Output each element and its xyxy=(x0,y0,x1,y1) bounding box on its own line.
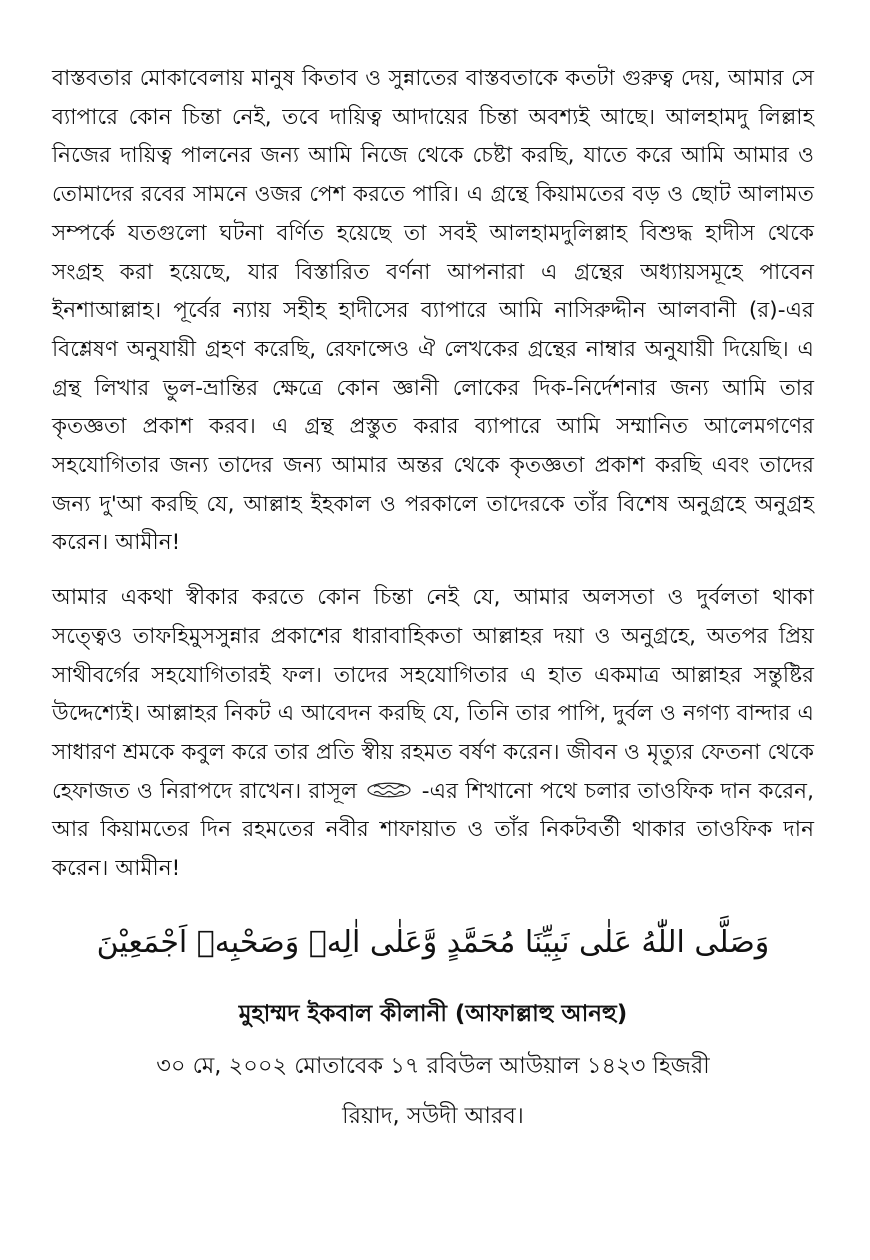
arabic-salutation: وَصَلَّى اللّٰهُ عَلٰى نَبِيِّنَا مُحَمَّدٍ وَّعَلٰى اٰلِهٖ وَصَحْبِهٖ اَجْمَعِيْنَ xyxy=(96,924,770,960)
paragraph-2-text-after-seal: -এর শিখানো পথে চলার তাওফিক দান করেন, আর কিয়ামতের দিন রহমতের নবীর শাফায়াত ও তাঁর নিকটবর্তী থাকার তাওফিক দান করেন। আমীন! xyxy=(52,778,815,882)
sallallahu-alaihi-wasallam-seal-icon xyxy=(365,778,413,802)
paragraph-2-text-before-seal: আমার একথা স্বীকার করতে কোন চিন্তা নেই যে, আমার অলসতা ও দুর্বলতা থাকা সত্ত্বেও তাফহিমুসসুন্নার প্রকাশের ধারাবাহিকতা আল্লাহর দয়া ও অনুগ্রহে, অতপর প্রিয় সাথীবর্গের সহযোগিতারই ফল। তাদের সহযোগিতার এ হাত একমাত্র আল্লাহর সন্তুষ্টির উদ্দেশ্যেই। আল্লাহর নিকট এ আবেদন করছি যে, তিনি তার পাপি, দুর্বল ও নগণ্য বান্দার এ সাধারণ শ্রমকে কবুল করে তার প্রতি স্বীয় রহমত বর্ষণ করেন। জীবন ও মৃত্যুর ফেতনা থেকে হেফাজত ও নিরাপদে রাখেন। রাসূল xyxy=(52,585,814,804)
paragraph-preface-1 xyxy=(52,60,814,563)
place-line: রিয়াদ, সউদী আরব। xyxy=(342,1102,524,1129)
paragraph-preface-2 xyxy=(52,579,814,889)
date-line: ৩০ মে, ২০০২ মোতাবেক ১৭ রবিউল আউয়াল ১৪২৩ হিজরী xyxy=(156,1052,710,1079)
author-signature: মুহাম্মদ ইকবাল কীলানী (আফাল্লাহু আনহু) xyxy=(238,1000,628,1027)
paragraph-1-text: বাস্তবতার মোকাবেলায় মানুষ কিতাব ও সুন্নাতের বাস্তবতাকে কতটা গুরুত্ব দেয়, আমার সে ব্যাপারে কোন চিন্তা নেই, তবে দায়িত্ব আদায়ের চিন্তা অবশ্যই আছে। আলহামদু লিল্লাহ নিজের দায়িত্ব পালনের জন্য আমি নিজে থেকে চেষ্টা করছি, যাতে করে আমি আমার ও তোমাদের রবের সামনে ওজর পেশ করতে পারি। এ গ্রন্থে কিয়ামতের বড় ও ছোট আলামত সম্পর্কে যতগুলো ঘটনা বর্ণিত হয়েছে তা সবই আলহামদুলিল্লাহ বিশুদ্ধ হাদীস থেকে সংগ্রহ করা হয়েছে, যার বিস্তারিত বর্ণনা আপনারা এ গ্রন্থের অধ্যায়সমূহে পাবেন ইনশাআল্লাহ। পূর্বের ন্যায় সহীহ হাদীসের ব্যাপারে আমি নাসিরুদ্দীন আলবানী (র)-এর বিশ্লেষণ অনুযায়ী গ্রহণ করেছি, রেফান্সেও ঐ লেখকের গ্রন্থের নাম্বার অনুযায়ী দিয়েছি। এ গ্রন্থ লিখার ভুল-ভ্রান্তির ক্ষেত্রে কোন জ্ঞানী লোকের দিক-নির্দেশনার জন্য আমি তার কৃতজ্ঞতা প্রকাশ করব। এ গ্রন্থ প্রস্তুত করার ব্যাপারে আমি সম্মানিত আলেমগণের সহযোগিতার জন্য তাদের জন্য আমার অন্তর থেকে কৃতজ্ঞতা প্রকাশ করছি এবং তাদের জন্য দু'আ করছি যে, আল্লাহ ইহকাল ও পরকালে তাদেরকে তাঁর বিশেষ অনুগ্রহে অনুগ্রহ করেন। আমীন! xyxy=(52,66,814,556)
document-page xyxy=(52,60,814,1250)
